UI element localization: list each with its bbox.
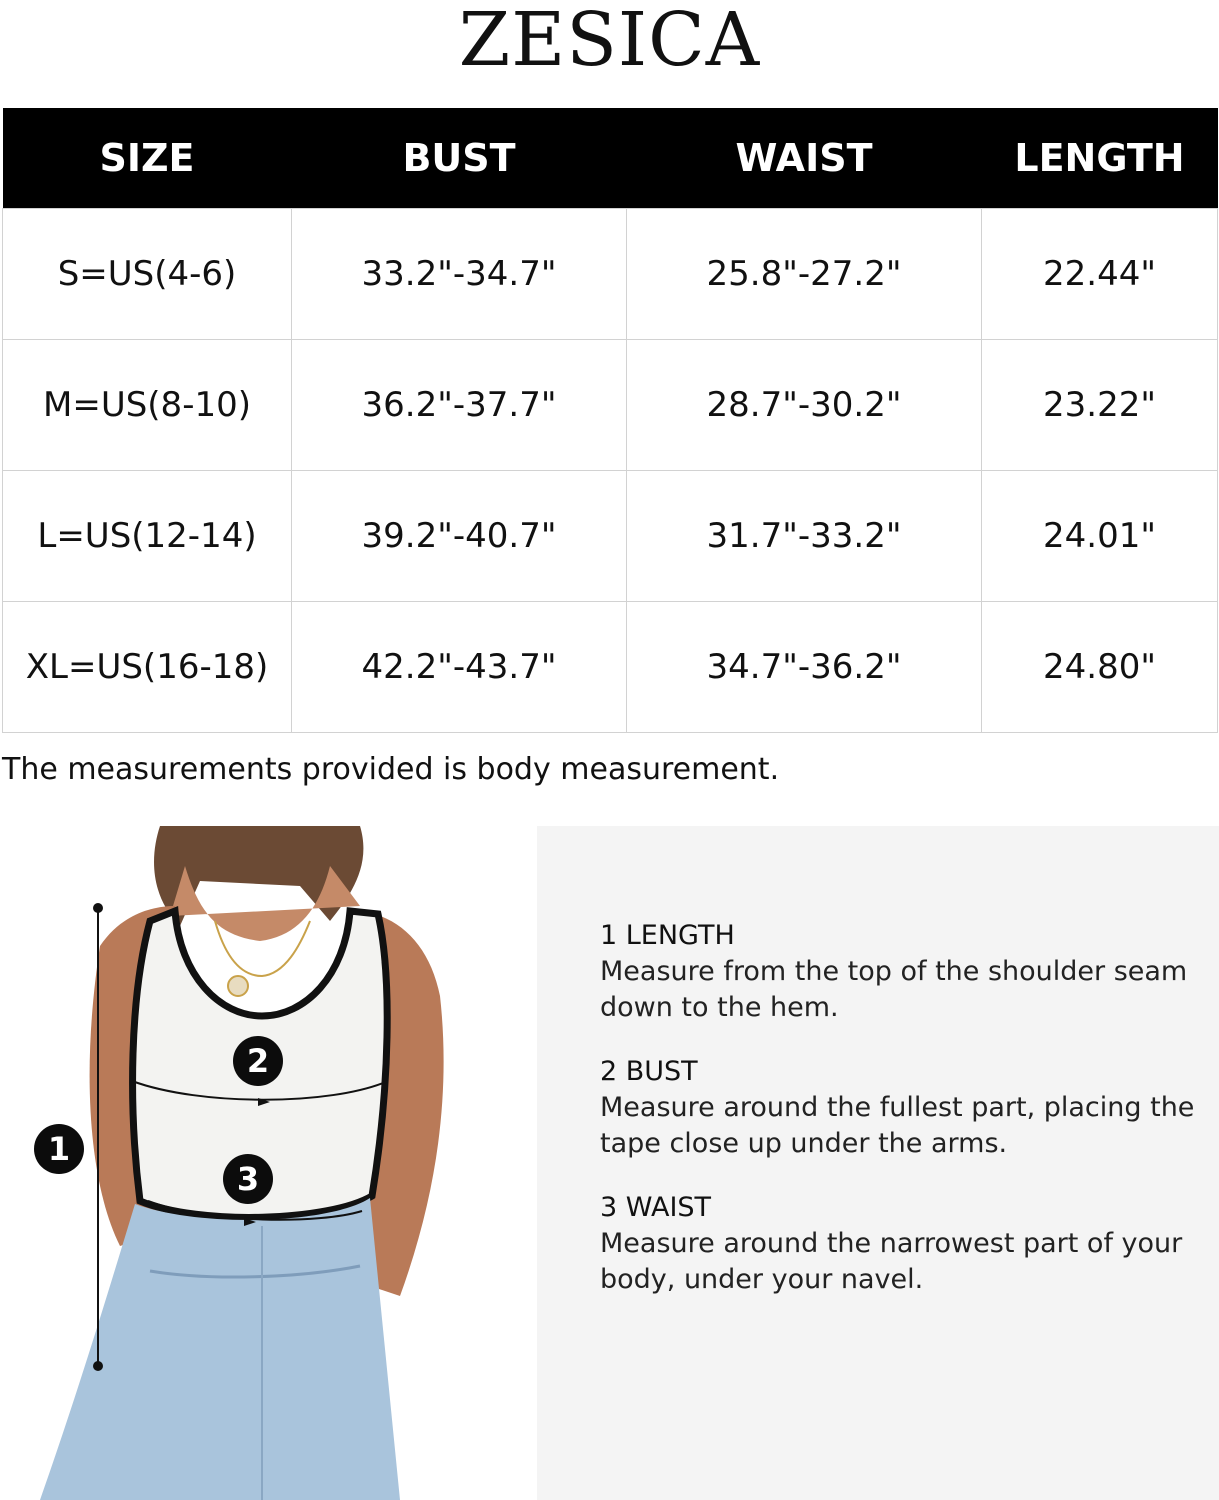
guide-step-length (600, 918, 1200, 1026)
header-waist: WAIST (627, 108, 982, 209)
header-bust: BUST (292, 108, 627, 209)
step-title: 2 BUST (600, 1056, 698, 1087)
cell-bust: 42.2"-43.7" (292, 602, 627, 733)
cell-waist: 25.8"-27.2" (627, 209, 982, 340)
step-title: 1 LENGTH (600, 920, 735, 951)
cell-size: XL=US(16-18) (3, 602, 292, 733)
model-photo (0, 826, 536, 1500)
cell-bust: 36.2"-37.7" (292, 340, 627, 471)
marker-1-length: 1 (34, 1124, 84, 1174)
cell-waist: 28.7"-30.2" (627, 340, 982, 471)
measurement-note: The measurements provided is body measurement. (2, 752, 780, 787)
marker-3-waist: 3 (223, 1154, 273, 1204)
table-row (3, 209, 1218, 340)
table-row (3, 340, 1218, 471)
cell-size: S=US(4-6) (3, 209, 292, 340)
cell-waist: 31.7"-33.2" (627, 471, 982, 602)
step-description: Measure from the top of the shoulder seam down to the hem. (600, 956, 1188, 1023)
cell-length: 24.80" (982, 602, 1218, 733)
cell-bust: 39.2"-40.7" (292, 471, 627, 602)
cell-size: L=US(12-14) (3, 471, 292, 602)
marker-2-bust: 2 (233, 1036, 283, 1086)
step-title: 3 WAIST (600, 1192, 712, 1223)
step-description: Measure around the fullest part, placing the tape close up under the arms. (600, 1092, 1195, 1159)
cell-length: 22.44" (982, 209, 1218, 340)
cell-bust: 33.2"-34.7" (292, 209, 627, 340)
table-header-row (3, 108, 1218, 209)
table-row (3, 471, 1218, 602)
cell-length: 24.01" (982, 471, 1218, 602)
step-description: Measure around the narrowest part of your body, under your navel. (600, 1228, 1183, 1295)
guide-step-waist (600, 1190, 1200, 1298)
measuring-guide-panel (537, 826, 1219, 1500)
header-length: LENGTH (982, 108, 1218, 209)
guide-step-bust (600, 1054, 1200, 1162)
cell-waist: 34.7"-36.2" (627, 602, 982, 733)
cell-size: M=US(8-10) (3, 340, 292, 471)
header-size: SIZE (3, 108, 292, 209)
cell-length: 23.22" (982, 340, 1218, 471)
table-row (3, 602, 1218, 733)
size-chart-table (2, 108, 1218, 733)
brand-logo: ZESICA (458, 0, 761, 83)
